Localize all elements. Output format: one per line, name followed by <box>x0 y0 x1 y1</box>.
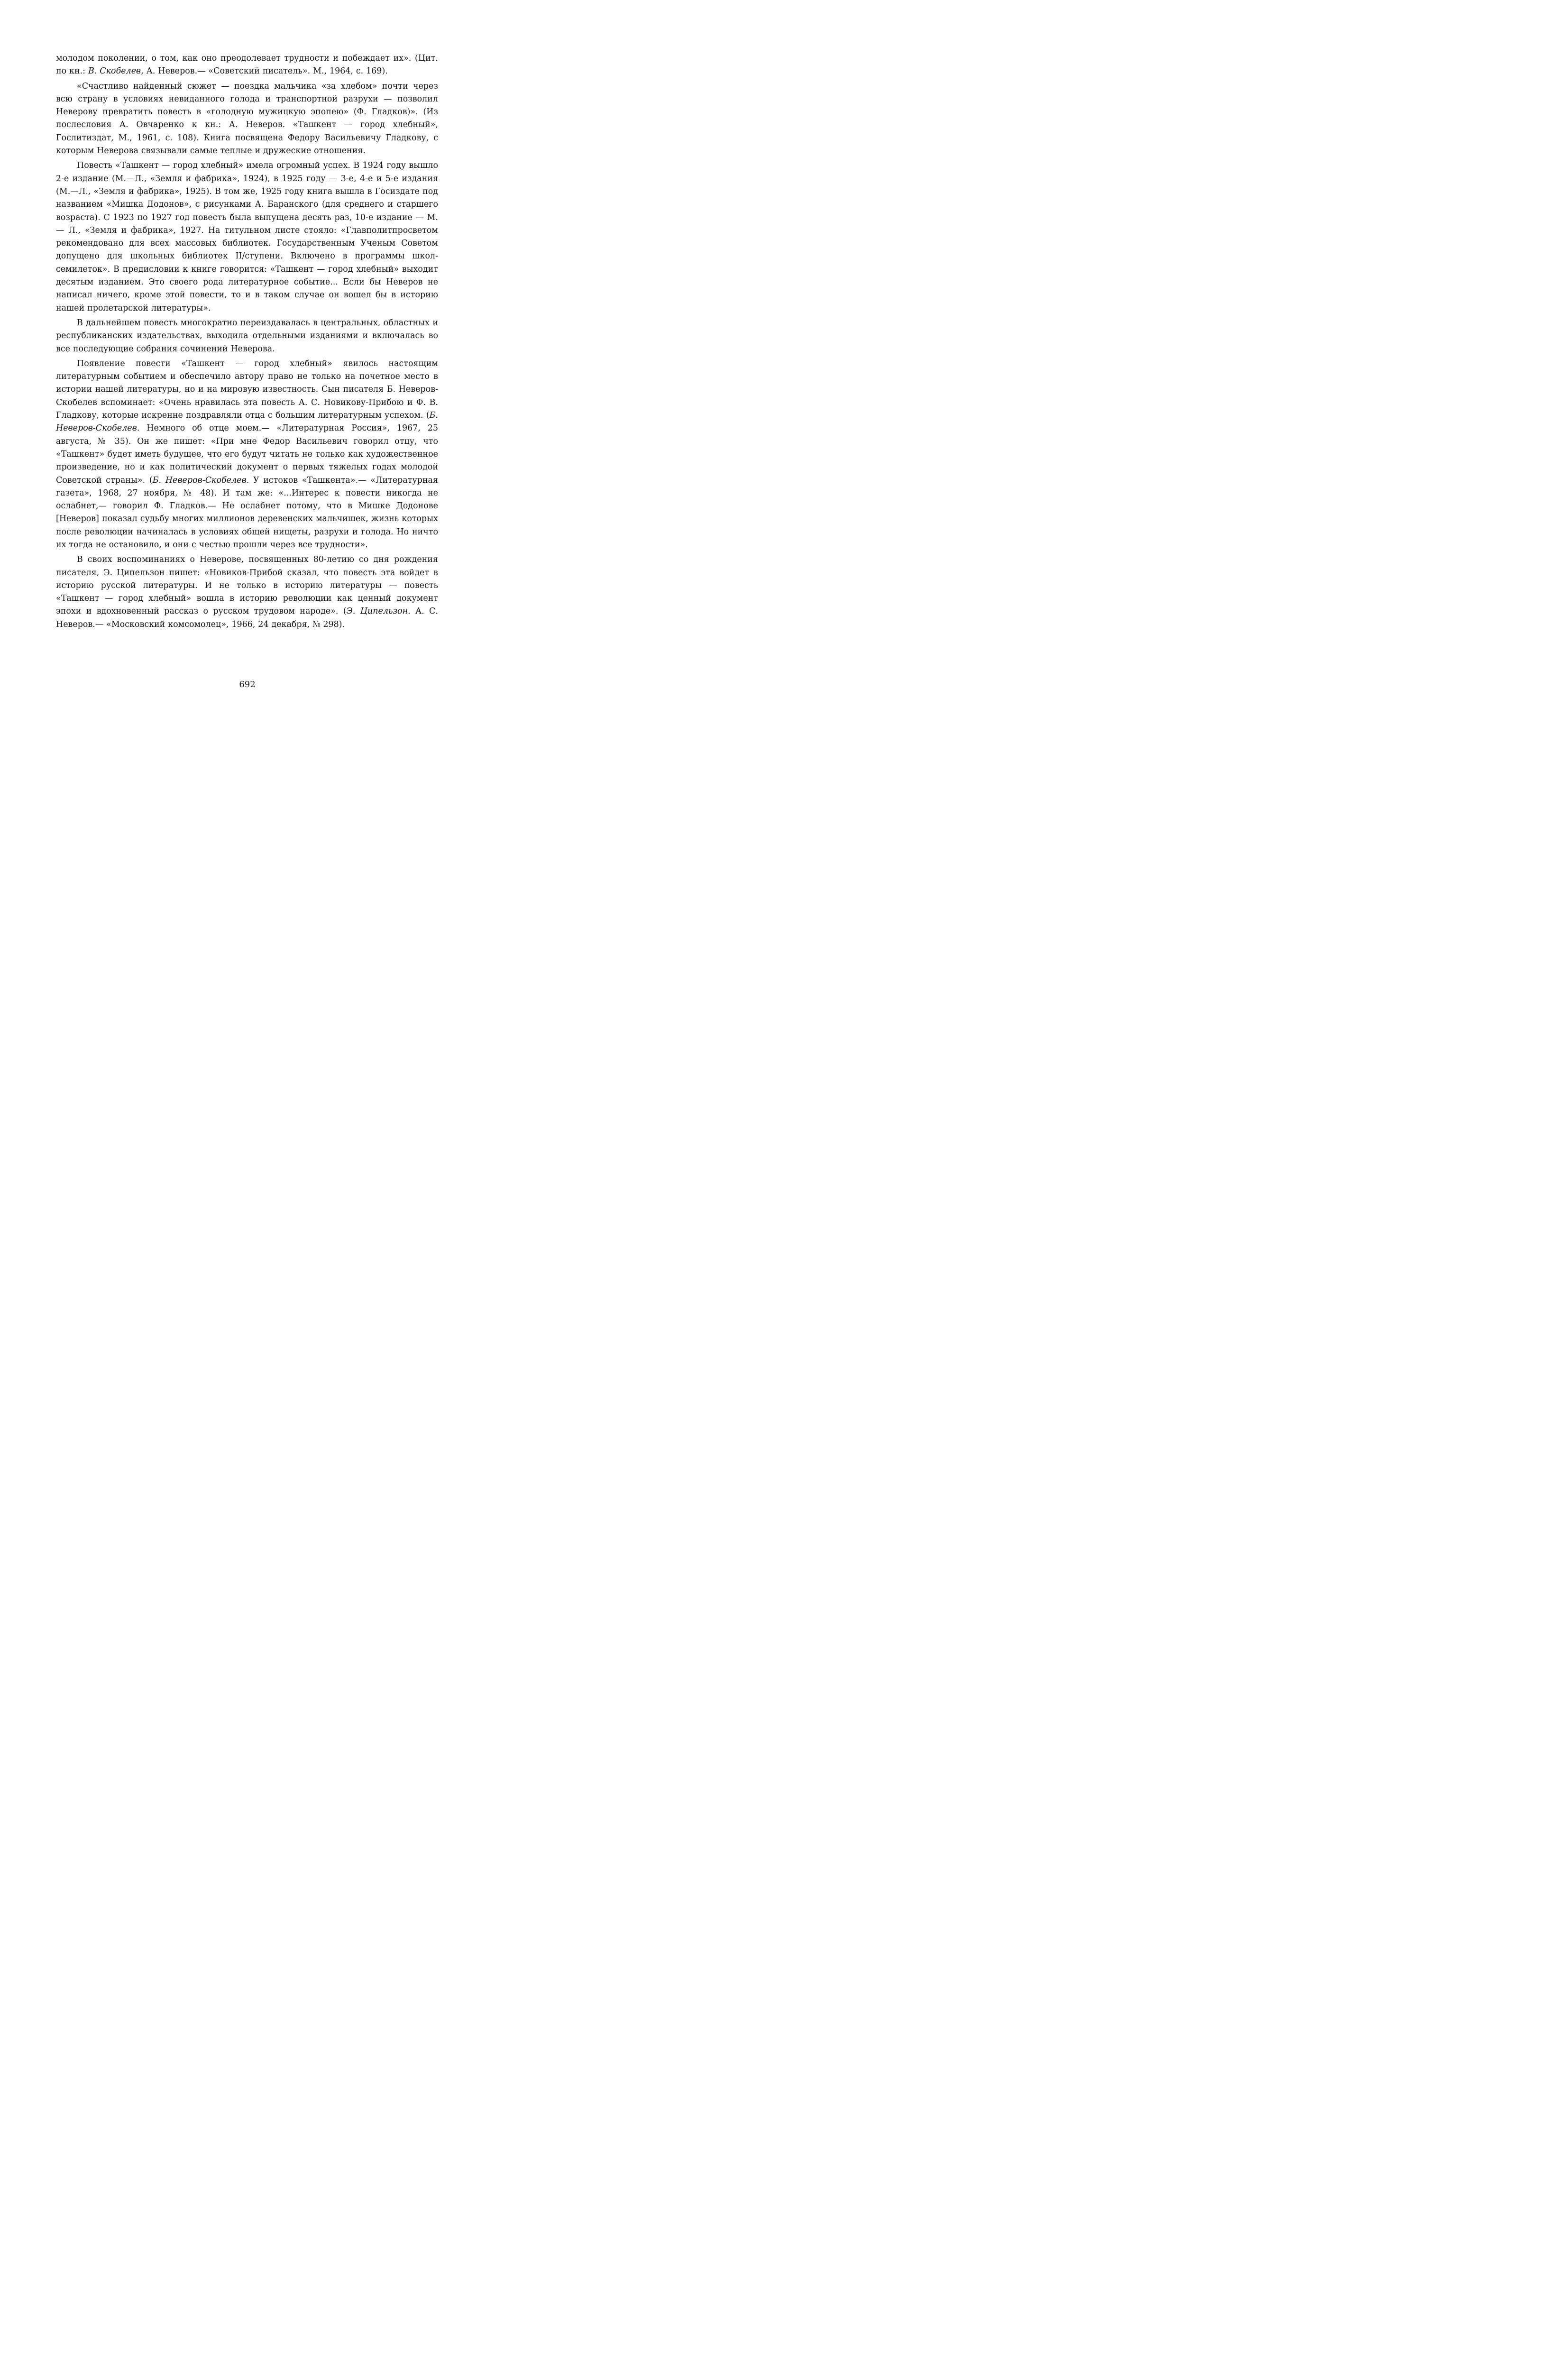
paragraph-5 <box>56 358 438 551</box>
paragraph-2 <box>56 80 438 158</box>
para-5-seg-1: Появление повести «Ташкент — город хлебный» явилось настоящим литературным событием и обеспечило автору право не только на почетное место в истории нашей литературы, но и на мировую известность. Сын писателя Б. Неверов-Скобелев вспоминает: «Очень нравилась эта повесть А. С. Новикову-Прибою и Ф. В. Гладкову, которые искренне поздравляли отца с большим литературным успехом. ( <box>56 358 438 421</box>
paragraph-1 <box>56 52 438 78</box>
para-5-author-italic-2: Б. Неверов-Скобелев. <box>152 475 249 485</box>
para-1-seg-1: молодом поколении, о том, как оно преодолевает трудности и побеждает их». (Цит. по кн.: <box>56 54 438 76</box>
para-1-seg-3: , А. Неверов.— «Советский писатель». М., 1964, с. 169). <box>141 66 388 76</box>
paragraph-6 <box>56 553 438 631</box>
para-5-seg-3: Немного об отце моем.— «Литературная Россия», 1967, 25 августа, № 35). Он же пишет: «При мне Федор Васильевич говорил отцу, что «Ташкент» будет иметь будущее, что его будут читать не только как художественное произведение, но и как политический документ о первых тяжелых годах молодой Советской страны». ( <box>56 423 438 485</box>
para-1-author-italic: В. Скобелев <box>88 66 141 76</box>
para-6-seg-3: А. С. Неверов.— «Московский комсомолец», 1966, 24 декабря, № 298). <box>56 607 438 629</box>
page-number: 692 <box>239 680 256 689</box>
para-4-seg-1: В дальнейшем повесть многократно переиздавалась в центральных, областных и республиканских издательствах, выходила отдельными изданиями и включалась во все последующие собрания сочинений Неверова. <box>56 318 438 354</box>
para-5-author-italic-1: Б. Неверов-Скобелев. <box>56 411 438 433</box>
para-3-seg-1: Повесть «Ташкент — город хлебный» имела огромный успех. В 1924 году вышло 2-е издание (М.—Л., «Земля и фабрика», 1924), в 1925 году — 3-е, 4-е и 5-е издания (М.—Л., «Земля и фабрика», 1925). В том же, 1925 году книга вышла в Госиздате под названием «Мишка Додонов», с рисунками А. Баранского (для среднего и старшего возраста). С 1923 по 1927 год повесть была выпущена десять раз, 10-е издание — М.— Л., «Земля и фабрика», 1927. На титульном листе стояло: «Главполитпросветом рекомендовано для всех массовых библиотек. Государственным Ученым Советом допущено для школьных библиотек II/ступени. Включено в программы школ-семилеток». В предисловии к книге говорится: «Ташкент — город хлебный» выходит десятым изданием. Это своего рода литературное событие... Если бы Неверов не написал ничего, кроме этой повести, то и в таком случае он вошел бы в историю нашей пролетарской литературы». <box>56 161 438 313</box>
page-body <box>56 52 438 631</box>
para-6-author-italic: Э. Ципельзон. <box>346 607 411 616</box>
paragraph-3 <box>56 159 438 315</box>
para-2-seg-1: «Счастливо найденный сюжет — поездка мальчика «за хлебом» почти через всю страну в условиях невиданного голода и транспортной разрухи — позволил Неверову превратить повесть в «голодную мужицкую эпопею» (Ф. Гладков)». (Из послесловия А. Овчаренко к кн.: А. Неверов. «Ташкент — город хлебный», Гослитиздат, М., 1961, с. 108). Книга посвящена Федору Васильевичу Гладкову, с которым Неверова связывали самые теплые и дружеские отношения. <box>56 81 438 156</box>
para-5-seg-5: У истоков «Ташкента».— «Литературная газета», 1968, 27 ноября, № 48). И там же: «...Интерес к повести никогда не ослабнет,— говорил Ф. Гладков.— Не ослабнет потому, что в Мишке Додонове [Неверов] показал судьбу многих миллионов деревенских мальчишек, жизнь которых после революции начиналась в условиях общей нищеты, разрухи и голода. Но ничто их тогда не остановило, и они с честью прошли через все трудности». <box>56 475 438 550</box>
para-6-seg-1: В своих воспоминаниях о Неверове, посвященных 80-летию со дня рождения писателя, Э. Ципельзон пишет: «Новиков-Прибой сказал, что повесть эта войдет в историю русской литературы. И не только в историю литературы — повесть «Ташкент — город хлебный» вошла в историю революции как ценный документ эпохи и вдохновенный рассказ о русском трудовом народе». ( <box>56 555 438 616</box>
paragraph-4 <box>56 317 438 356</box>
